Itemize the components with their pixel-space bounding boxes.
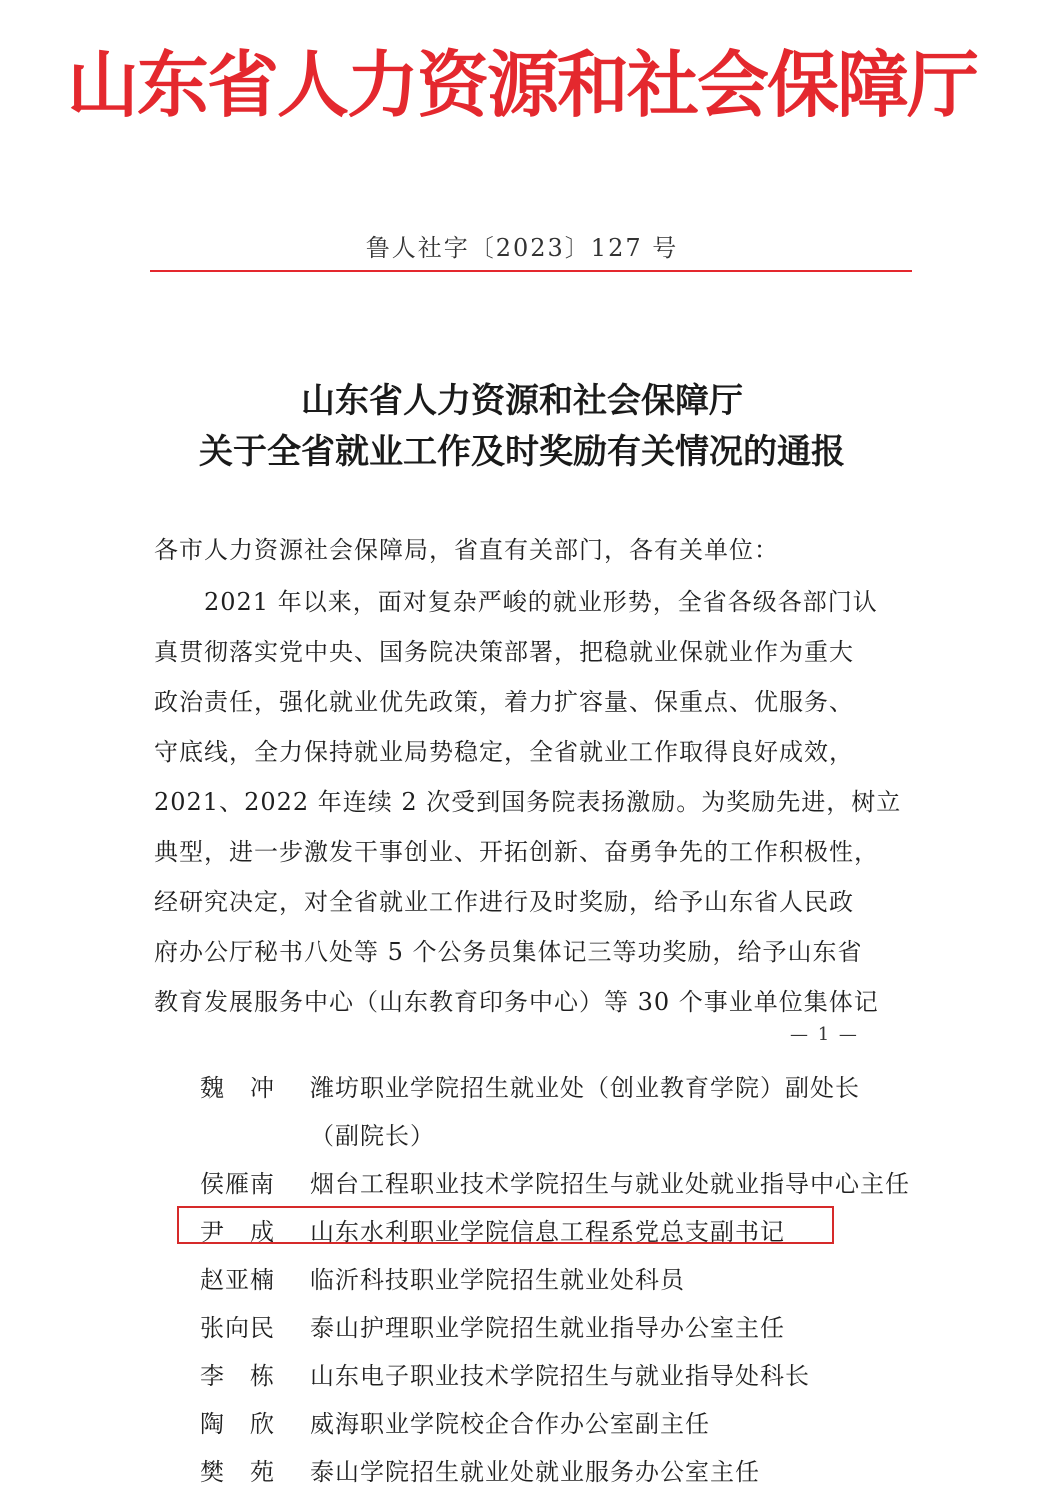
person-name: 陶 欣 [200,1410,275,1438]
red-divider [150,270,912,272]
body-line: 守底线，全力保持就业局势稳定，全省就业工作取得良好成效， [154,738,854,766]
person-position: 烟台工程职业技术学院招生与就业处就业指导中心主任 [310,1170,910,1198]
name-list-item [200,1260,685,1300]
person-name: 尹 成 [200,1218,275,1246]
person-position: 临沂科技职业学院招生就业处科员 [310,1266,685,1294]
document-title-line-1: 山东省人力资源和社会保障厅 [301,381,743,421]
name-list-item [200,1452,760,1492]
person-name: 樊 苑 [200,1458,275,1486]
name-list-item [200,1068,860,1108]
document-title-line-2: 关于全省就业工作及时奖励有关情况的通报 [199,432,845,472]
body-line: 府办公厅秘书八处等 5 个公务员集体记三等功奖励，给予山东省 [154,938,863,966]
page-number: — 1 — [790,1024,859,1045]
name-list-item-highlighted [200,1212,785,1252]
person-position: 威海职业学院校企合作办公室副主任 [310,1410,710,1438]
person-position: 泰山护理职业学院招生就业指导办公室主任 [310,1314,785,1342]
name-list-item [200,1404,710,1444]
name-list-item [200,1356,810,1396]
person-position-continuation: （副院长） [310,1122,435,1150]
person-position: 泰山学院招生就业处就业服务办公室主任 [310,1458,760,1486]
person-position: 潍坊职业学院招生就业处（创业教育学院）副处长 [310,1074,860,1102]
body-line: 2021 年以来，面对复杂严峻的就业形势，全省各级各部门认 [154,588,878,616]
org-masthead: 山东省人力资源和社会保障厅 [66,42,977,127]
document-number: 鲁人社字〔2023〕127 号 [365,234,679,262]
body-line: 经研究决定，对全省就业工作进行及时奖励，给予山东省人民政 [154,888,854,916]
body-line: 政治责任，强化就业优先政策，着力扩容量、保重点、优服务、 [154,688,854,716]
body-line: 2021、2022 年连续 2 次受到国务院表扬激励。为奖励先进，树立 [154,788,902,816]
person-name: 李 栋 [200,1362,275,1390]
name-list-item [200,1164,910,1204]
name-list-item [200,1308,785,1348]
salutation: 各市人力资源社会保障局，省直有关部门，各有关单位： [154,536,779,564]
person-position: 山东电子职业技术学院招生与就业指导处科长 [310,1362,810,1390]
body-line: 真贯彻落实党中央、国务院决策部署，把稳就业保就业作为重大 [154,638,854,666]
person-name: 张向民 [200,1314,275,1342]
person-name: 赵亚楠 [200,1266,275,1294]
person-name: 魏 冲 [200,1074,275,1102]
person-position: 山东水利职业学院信息工程系党总支副书记 [310,1218,785,1246]
body-line: 典型，进一步激发干事创业、开拓创新、奋勇争先的工作积极性， [154,838,879,866]
body-line: 教育发展服务中心（山东教育印务中心）等 30 个事业单位集体记 [154,988,879,1016]
person-name: 侯雁南 [200,1170,275,1198]
